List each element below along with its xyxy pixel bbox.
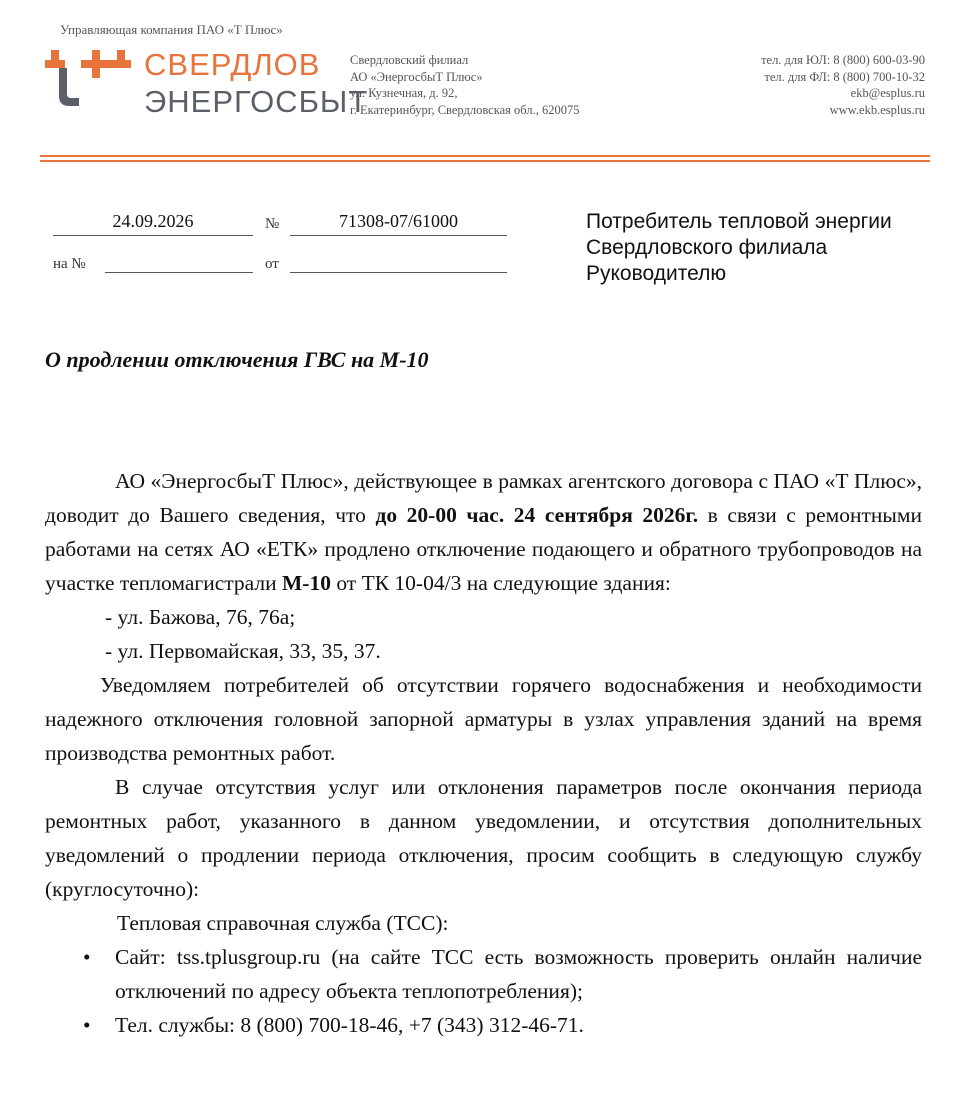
letter-number: 71308-07/61000 [290,211,507,236]
number-label: № [265,216,280,232]
deadline-bold: до 20-00 час. 24 сентября 2026г. [375,503,699,527]
pipeline-bold: М-10 [282,571,331,595]
header-divider [40,160,930,162]
text: от ТК 10-04/3 на следующие здания: [330,571,671,595]
letter-date: 24.09.2026 [53,211,253,236]
bullet-text: Сайт: tss.tplusgroup.ru (на сайте ТСС есть возможность проверить онлайн наличие отключений по адресу объекта теплопотребления); [115,945,922,1003]
bullet-item [45,1008,922,1042]
paragraph-notice [45,464,922,600]
logo-wordmark-top: СВЕРДЛОВ [144,47,321,82]
from-date [290,250,507,273]
bullet-item [45,940,922,1008]
list-item: - ул. Первомайская, 33, 35, 37. [105,639,381,663]
bullet-glyph: • [83,945,91,969]
phone-individual: тел. для ФЛ: 8 (800) 700-10-32 [764,69,925,84]
branch-address [350,52,579,118]
branch-line: ул. Кузнечная, д. 92, [350,86,458,100]
bullet-text: Тел. службы: 8 (800) 700-18-46, +7 (343) 312-46-71. [115,1013,584,1037]
text: в связи с ремонтными работами на сетях АО «ЕТК» продлено отключение подающего и обратного трубопроводов на участке тепломагистрали [45,503,922,595]
email-link[interactable]: ekb@esplus.ru [850,86,925,100]
from-label: от [265,256,279,272]
header-divider [40,155,930,157]
letter-subject: О продлении отключения ГВС на М-10 [45,347,429,372]
list-item: - ул. Бажова, 76, 76а; [105,605,296,629]
branch-line: АО «ЭнергосбыТ Плюс» [350,69,483,84]
branch-line: Свердловский филиал [350,53,469,67]
reply-number [105,250,253,273]
bullet-glyph: • [83,1013,91,1037]
contacts-block [761,52,925,118]
addressee [586,209,892,287]
text: АО «ЭнергосбыТ Плюс», действующее в рамках агентского договора с ПАО «Т Плюс», доводит до Вашего сведения, что [45,469,922,527]
phone-legal: тел. для ЮЛ: 8 (800) 600-03-90 [761,53,925,67]
reply-label: на № [53,256,86,272]
website-link[interactable]: www.ekb.esplus.ru [829,102,925,117]
paragraph-warning: Уведомляем потребителей об отсутствии горячего водоснабжения и необходимости надежного отключения головной запорной арматуры в узлах управления зданий на время производства ремонтных работ. [45,673,922,765]
company-line: Управляющая компания ПАО «Т Плюс» [60,22,283,37]
addressee-line: Руководителю [586,262,727,285]
addressee-line: Свердловского филиала [586,236,828,259]
letter-body [45,464,922,1042]
logo-wordmark-bottom: ЭНЕРГОСБЫТ [144,84,369,119]
paragraph-contact: В случае отсутствия услуг или отклонения параметров после окончания периода ремонтных работ, указанного в данном уведомлении, и отсутствия дополнительных уведомлений о продлении периода отключения, просим сообщить в следующую службу (круглосуточно): [45,775,922,901]
branch-line: г. Екатеринбург, Свердловская обл., 620075 [350,102,580,117]
addressee-line: Потребитель тепловой энергии [586,210,892,233]
service-title: Тепловая справочная служба (ТСС): [117,911,449,935]
